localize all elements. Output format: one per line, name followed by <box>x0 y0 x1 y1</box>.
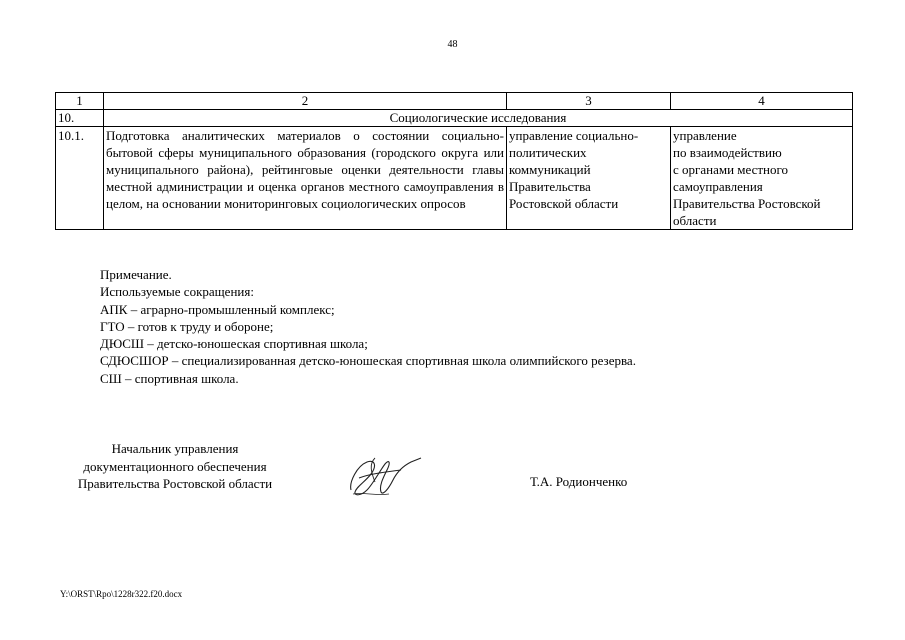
signatory-position <box>55 440 295 493</box>
coexecutor-line: управление <box>673 128 737 143</box>
row-number: 10.1. <box>56 127 104 230</box>
description-line: (городского округа или муниципального района), <box>106 145 504 177</box>
file-path: Y:\ORST\Rpo\1228r322.f20.docx <box>60 589 183 599</box>
header-col-3: 3 <box>507 93 671 110</box>
signer-name: Т.А. Родионченко <box>530 474 628 489</box>
description-line: рейтинговые оценки деятельности главы местной <box>106 162 505 194</box>
row-responsible <box>507 127 671 230</box>
plan-table <box>55 92 853 230</box>
responsible-line: Правительства <box>509 179 591 194</box>
row-description <box>104 127 507 230</box>
handwritten-signature <box>345 452 425 500</box>
page-number: 48 <box>447 39 458 50</box>
coexecutor-line: области <box>673 213 717 228</box>
header-col-1: 1 <box>56 93 104 110</box>
coexecutor-line: с органами местного <box>673 162 789 177</box>
note-line: ДЮСШ – детско-юношеская спортивная школа; <box>100 336 368 352</box>
note-line: СДЮСШОР – специализированная детско-юношеская спортивная школа олимпийского резерва. <box>100 353 636 369</box>
description-line: опросов <box>420 196 466 211</box>
note-line: АПК – аграрно-промышленный комплекс; <box>100 301 335 317</box>
description-line: в целом, на основании мониторинговых социологических <box>106 179 504 211</box>
note-line: СШ – спортивная школа. <box>100 370 239 386</box>
row-coexecutor <box>671 127 853 230</box>
responsible-line: политических <box>509 145 587 160</box>
description-line: Подготовка аналитических материалов о состоянии <box>106 128 430 143</box>
section-title: Социологические исследования <box>104 110 853 127</box>
description-line: администрации и оценка органов местного самоуправления <box>156 179 494 194</box>
note-line: ГТО – готов к труду и обороне; <box>100 318 274 334</box>
coexecutor-line: по взаимодействию <box>673 145 782 160</box>
header-col-2: 2 <box>104 93 507 110</box>
notes-section <box>100 266 636 387</box>
table-row <box>56 127 853 230</box>
description-line: социально-бытовой сферы муниципального образования <box>106 128 505 160</box>
section-row <box>56 110 853 127</box>
note-line: Используемые сокращения: <box>100 284 254 300</box>
responsible-line: Ростовской области <box>509 196 619 211</box>
header-col-4: 4 <box>671 93 853 110</box>
position-line: Начальник управления <box>111 441 239 456</box>
note-heading: Примечание. <box>100 267 172 282</box>
position-line: документационного обеспечения <box>83 458 267 474</box>
table-header-row <box>56 93 853 110</box>
responsible-line: управление социально- <box>509 128 639 143</box>
coexecutor-line: самоуправления <box>673 179 763 194</box>
position-line: Правительства Ростовской области <box>77 476 273 491</box>
responsible-line: коммуникаций <box>509 162 591 177</box>
section-number: 10. <box>56 110 104 127</box>
coexecutor-line: Правительства Ростовской <box>673 196 821 211</box>
